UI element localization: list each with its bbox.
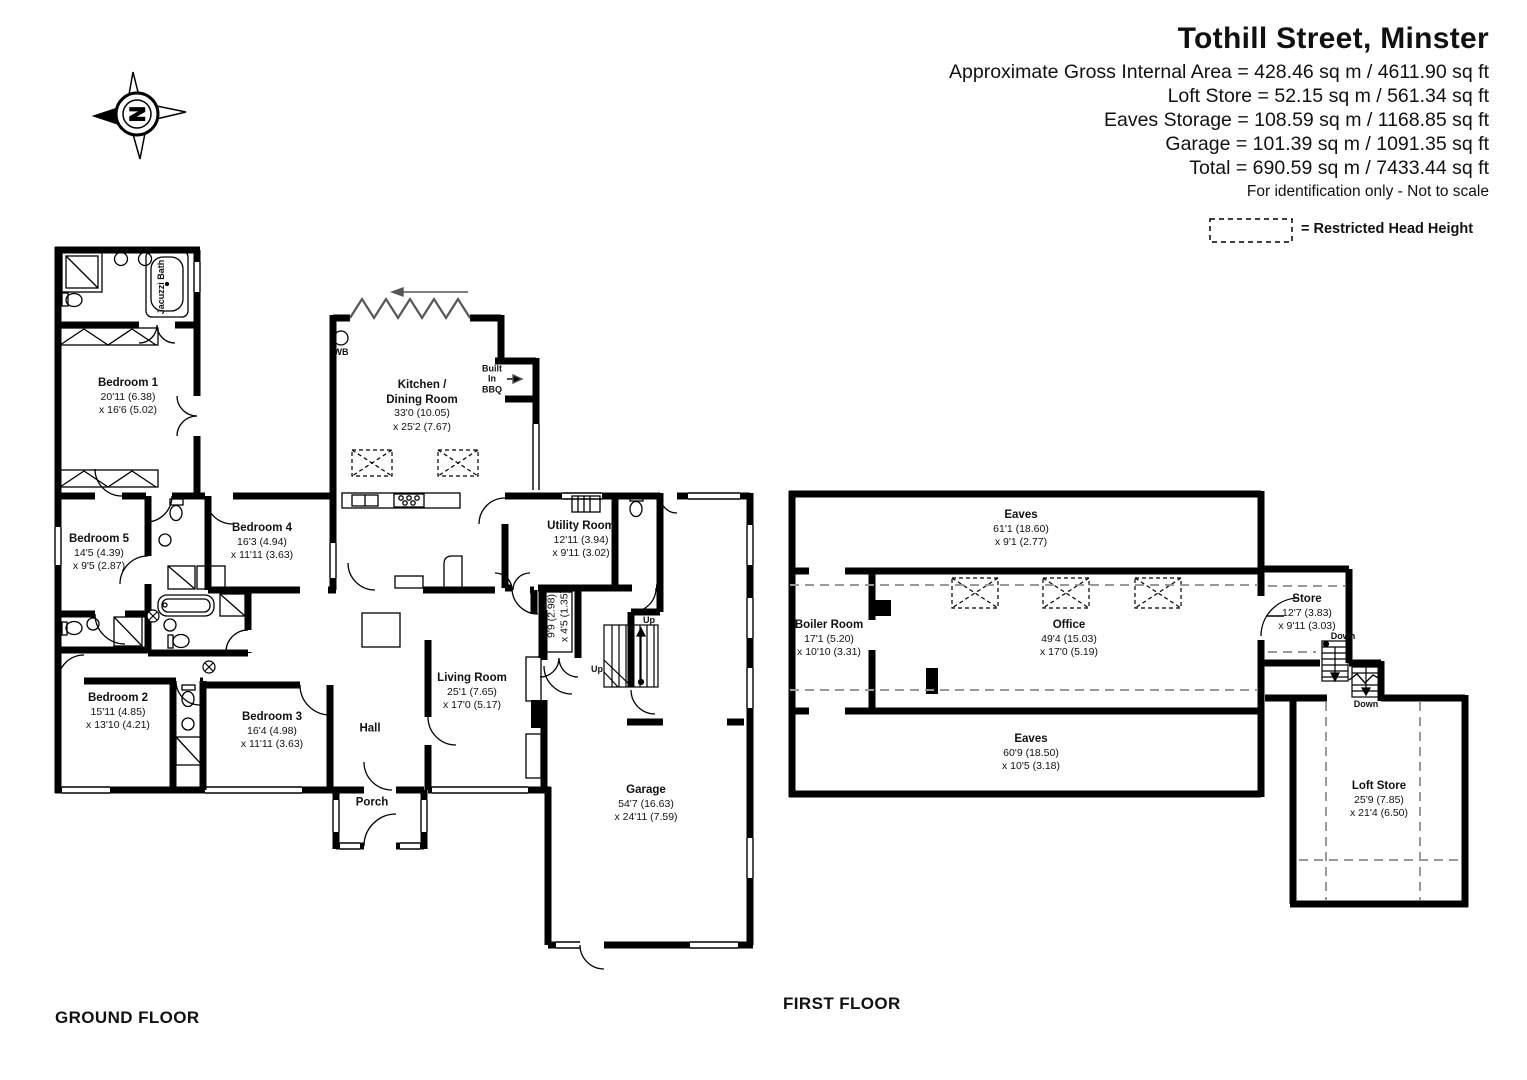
stairs-down-label: Down [1330,630,1356,641]
room-label-bedroom-2: Bedroom 2 15'11 (4.85) x 13'10 (4.21) [86,692,150,732]
room-label-store: Store 12'7 (3.83) x 9'11 (3.03) [1278,593,1336,633]
room-label-kitchen: Kitchen / Dining Room 33'0 (10.05) x 25'2 (7.67) [386,378,458,433]
toilet-icon [168,635,173,648]
compass-north-label: N [126,106,150,122]
room-label-eaves-top: Eaves 61'1 (18.60) x 9'1 (2.77) [993,509,1049,549]
room-label-office: Office 49'4 (15.03) x 17'0 (5.19) [1039,619,1099,659]
skylights [352,450,1181,608]
room-label-bedroom-3: Bedroom 3 16'4 (4.98) x 11'11 (3.63) [240,711,304,751]
toilet-icon [182,685,195,690]
fan-icons [147,610,215,673]
room-label-bedroom-1: Bedroom 1 20'11 (6.38) x 16'6 (5.02) [97,377,159,417]
sink-icon [164,619,176,631]
ground-floor-walls [55,247,753,945]
direction-arrows [392,288,1284,616]
stairs-loft-down [1349,661,1382,697]
room-label-living-room: Living Room 25'1 (7.65) x 17'0 (5.17) [437,672,507,712]
breakfast-bar [444,556,462,588]
area-line-gross: Approximate Gross Internal Area = 428.46 sq m / 4611.90 sq ft [949,61,1489,83]
room-label-boiler-room: Boiler Room 17'1 (5.20) x 10'10 (3.31) [794,619,864,659]
room-label-porch: Porch [355,796,389,809]
built-in-bbq-label: Built In BBQ [482,363,502,395]
jacuzzi-bath-label: Jacuzzi Bath [155,259,166,315]
area-line-eaves: Eaves Storage = 108.59 sq m / 1168.85 sq ft [1103,109,1489,131]
legend-label: = Restricted Head Height [1301,221,1474,237]
area-line-loft: Loft Store = 52.15 sq m / 561.34 sq ft [1167,85,1489,107]
wood-burner-label: WB [333,346,349,357]
stairs-down-label: Down [1353,698,1379,709]
stairs-store-down [1322,641,1348,681]
header [949,22,1489,201]
room-label-garage: Garage 54'7 (16.63) x 24'11 (7.59) [614,784,678,824]
ground-floor-title: GROUND FLOOR [55,1008,200,1027]
room-label-bedroom-4: Bedroom 4 16'3 (4.94) x 11'11 (3.63) [230,522,294,562]
sink-icon [115,253,128,266]
room-label-eaves-bottom: Eaves 60'9 (18.50) x 10'5 (3.18) [1001,733,1061,773]
stairs-up-label: Up [643,614,655,625]
room-label-hall: Hall [359,722,381,735]
sink-icon [139,253,152,266]
sink-icon [159,534,171,546]
room-label-utility-room: Utility Room 12'11 (3.94) x 9'11 (3.02) [547,520,615,560]
room-label-loft-store: Loft Store 25'9 (7.85) x 21'4 (6.50) [1349,780,1409,820]
bifold-door [350,299,470,318]
legend-restricted-box [1210,219,1292,242]
page-title: Tothill Street, Minster [1177,22,1489,55]
stairs-up-label: Up [591,663,603,674]
room-label-corridor-dims: 9'9 (2.98) x 4'5 (1.35) [545,589,571,643]
disclaimer: For identification only - Not to scale [1246,183,1489,200]
room-label-bedroom-5: Bedroom 5 14'5 (4.39) x 9'5 (2.87) [68,533,130,573]
area-line-total: Total = 690.59 sq m / 7433.44 sq ft [1189,157,1489,179]
area-line-garage: Garage = 101.39 sq m / 1091.35 sq ft [1165,133,1489,155]
compass-icon [94,72,186,159]
restricted-head-height-lines [790,585,1460,900]
first-floor-title: FIRST FLOOR [783,994,901,1013]
sink-icon [182,718,194,730]
door-arcs [58,325,1299,969]
fireplace-chimney [531,700,545,728]
